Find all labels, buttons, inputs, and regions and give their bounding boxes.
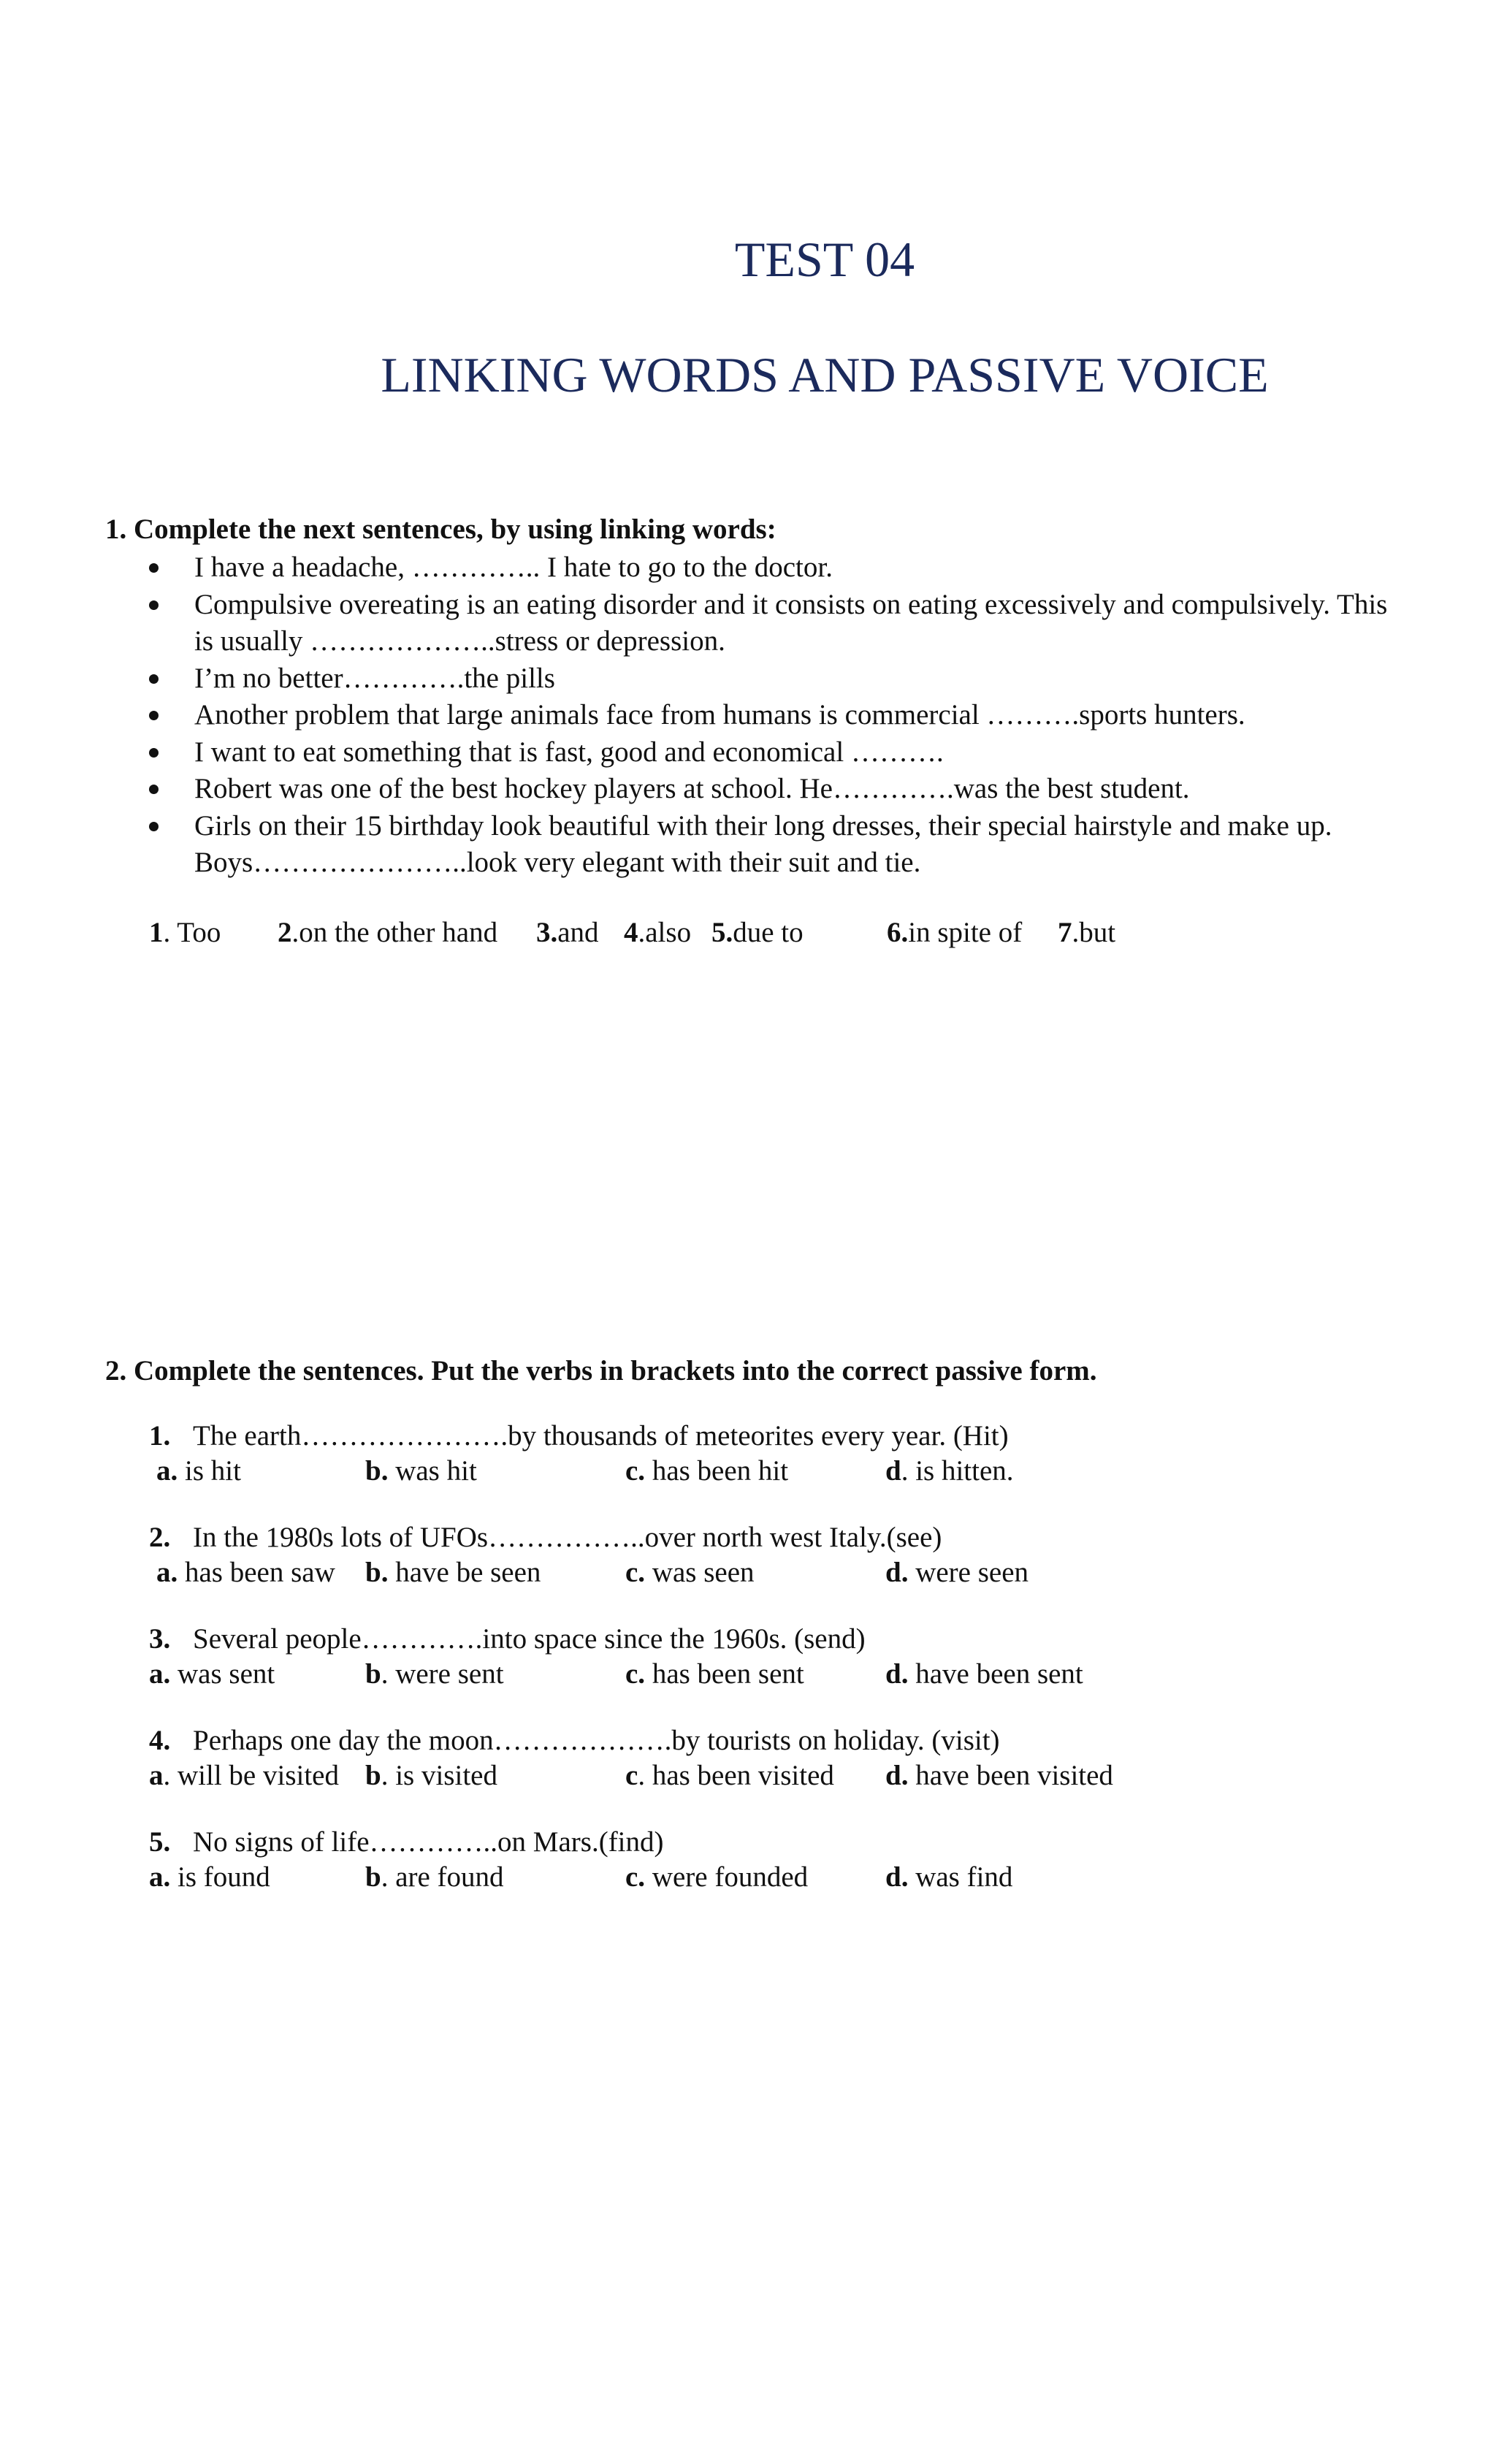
answer-option: 3.and xyxy=(536,917,599,948)
list-item: I’m no better………….the pills xyxy=(149,660,1391,698)
list-item: I have a headache, ………….. I hate to go to the doctor. xyxy=(149,549,1391,587)
option-c: c. has been visited xyxy=(625,1760,834,1791)
option-a: a. is hit xyxy=(156,1455,241,1487)
option-d: d. were seen xyxy=(885,1557,1029,1588)
option-b: b. was hit xyxy=(365,1455,477,1487)
bullet-icon xyxy=(149,674,159,684)
question-stem: 2. In the 1980s lots of UFOs……………..over north west Italy.(see) xyxy=(149,1522,942,1553)
list-item: Another problem that large animals face from humans is commercial ……….sports hunters. xyxy=(149,697,1391,734)
question-options xyxy=(149,1454,1391,1489)
option-a: a. was sent xyxy=(149,1658,275,1690)
option-a: a. will be visited xyxy=(149,1760,339,1791)
answer-option: 2.on the other hand xyxy=(278,917,498,948)
option-c: c. has been sent xyxy=(625,1658,804,1690)
option-b: b. were sent xyxy=(365,1658,504,1690)
option-c: c. was seen xyxy=(625,1557,755,1588)
question-stem: 5. No signs of life…………..on Mars.(find) xyxy=(149,1826,664,1858)
question-options xyxy=(149,1758,1391,1793)
option-d: d. is hitten. xyxy=(885,1455,1014,1487)
answer-option: 6.in spite of xyxy=(887,917,1023,948)
question-stem: 4. Perhaps one day the moon……………….by tourists on holiday. (visit) xyxy=(149,1725,1000,1756)
question-4 xyxy=(149,1723,1391,1793)
option-b: b. is visited xyxy=(365,1760,497,1791)
linking-words-list xyxy=(149,549,1391,882)
list-item: Robert was one of the best hockey players at school. He………….was the best student. xyxy=(149,771,1391,808)
list-item: I want to eat something that is fast, good and economical ………. xyxy=(149,734,1391,771)
option-a: a. has been saw xyxy=(156,1557,335,1588)
answer-option: 1. Too xyxy=(149,917,221,948)
option-c: c. were founded xyxy=(625,1861,809,1893)
option-b: b. are found xyxy=(365,1861,504,1893)
question-options xyxy=(149,1555,1391,1590)
option-d: d. have been sent xyxy=(885,1658,1083,1690)
option-c: c. has been hit xyxy=(625,1455,789,1487)
bullet-icon xyxy=(149,600,159,610)
bullet-icon xyxy=(149,822,159,831)
answer-option: 5.due to xyxy=(711,917,804,948)
question-options xyxy=(149,1657,1391,1692)
page-subtitle: LINKING WORDS AND PASSIVE VOICE xyxy=(381,347,1269,403)
section-2-heading: 2. Complete the sentences. Put the verbs in brackets into the correct passive form. xyxy=(105,1355,1097,1387)
option-d: d. was find xyxy=(885,1861,1013,1893)
question-stem: 3. Several people………….into space since the 1960s. (send) xyxy=(149,1623,866,1655)
option-a: a. is found xyxy=(149,1861,270,1893)
question-1 xyxy=(149,1419,1391,1489)
list-item: Girls on their 15 birthday look beautiful with their long dresses, their special hairstyle and make up. Boys…………………..look very elegant with their suit and tie. xyxy=(149,808,1391,882)
bullet-icon xyxy=(149,563,159,573)
list-item: Compulsive overeating is an eating disorder and it consists on eating excessively and compulsively. This is usually ………………..stress or depression. xyxy=(149,587,1391,660)
option-d: d. have been visited xyxy=(885,1760,1113,1791)
question-3 xyxy=(149,1622,1391,1692)
question-stem: 1. The earth………………….by thousands of meteorites every year. (Hit) xyxy=(149,1420,1009,1452)
bullet-icon xyxy=(149,785,159,794)
question-options xyxy=(149,1860,1391,1895)
bullet-icon xyxy=(149,711,159,720)
question-5 xyxy=(149,1825,1391,1895)
bullet-icon xyxy=(149,748,159,758)
section-1-heading: 1. Complete the next sentences, by using linking words: xyxy=(105,514,776,545)
answer-bank xyxy=(149,915,1116,1243)
option-b: b. have be seen xyxy=(365,1557,541,1588)
answer-option: 7.but xyxy=(1058,917,1116,948)
page-title: TEST 04 xyxy=(734,232,915,287)
answer-option: 4.also xyxy=(624,917,692,948)
question-2 xyxy=(149,1520,1391,1590)
